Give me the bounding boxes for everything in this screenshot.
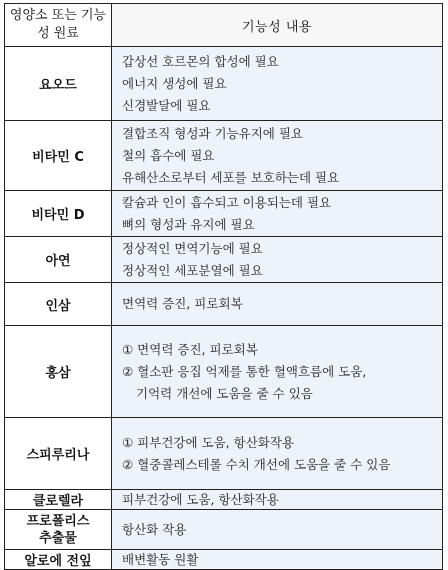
header-ingredient-line2: 기능성 원료	[37, 8, 107, 41]
row-name-propolis-line1: 프로폴리스	[26, 513, 90, 529]
row-name-spirulina: 스피루리나	[5, 418, 112, 490]
row-name-vitamin-c: 비타민 C	[5, 121, 112, 191]
table-row	[5, 490, 443, 510]
table-row	[5, 237, 443, 283]
row-name-propolis-line2: 추출물	[39, 530, 77, 546]
row-desc-vitamin-c	[112, 121, 443, 191]
header-ingredient	[5, 4, 112, 47]
row-name-iodine: 요오드	[5, 47, 112, 121]
desc-line: 배변활동 원활	[122, 551, 199, 567]
desc-line: 정상적인 세포분열에 필요	[122, 262, 263, 278]
row-name-red-ginseng: 홍삼	[5, 326, 112, 418]
desc-line: 칼슘과 인이 흡수되고 이용되는데 필요	[122, 194, 332, 210]
desc-line: 면역력 증진, 피로회복	[122, 296, 243, 311]
nutrient-function-table-container	[4, 3, 442, 569]
row-desc-red-ginseng	[112, 326, 443, 418]
table-row	[5, 191, 443, 237]
table-row	[5, 418, 443, 490]
table-row	[5, 47, 443, 121]
desc-line: ② 혈소판 응집 억제를 통한 혈액흐름에 도움,	[122, 363, 367, 379]
desc-line: 철의 흡수에 필요	[122, 147, 215, 163]
row-name-vitamin-d: 비타민 D	[5, 191, 112, 237]
desc-line: 에너지 생성에 필요	[122, 75, 227, 91]
row-name-chlorella: 클로렐라	[5, 490, 112, 510]
desc-line: 기억력 개선에 도움을 줄 수 있음	[136, 385, 313, 401]
row-desc-vitamin-d	[112, 191, 443, 237]
desc-line: 결합조직 형성과 기능유지에 필요	[122, 125, 303, 141]
header-function: 기능성 내용	[112, 4, 443, 47]
header-ingredient-line1: 영양소 또는	[9, 8, 77, 23]
row-desc-aloe	[112, 550, 443, 570]
desc-line: 뼈의 형성과 유지에 필요	[122, 216, 255, 232]
nutrient-function-table	[4, 3, 443, 570]
desc-line: 정상적인 면역기능에 필요	[122, 240, 263, 256]
row-desc-spirulina	[112, 418, 443, 490]
row-name-zinc: 아연	[5, 237, 112, 283]
row-desc-zinc	[112, 237, 443, 283]
desc-line: 갑상선 호르몬의 합성에 필요	[122, 53, 279, 69]
row-desc-iodine	[112, 47, 443, 121]
desc-line: 피부건강에 도움, 항산화작용	[122, 491, 279, 507]
desc-line: ① 피부건강에 도움, 항산화작용	[122, 434, 295, 450]
table-row	[5, 550, 443, 570]
table-header-row	[5, 4, 443, 47]
desc-line: 항산화 작용	[122, 521, 187, 537]
desc-line: 신경발달에 필요	[122, 97, 211, 113]
row-desc-chlorella	[112, 490, 443, 510]
table-row	[5, 121, 443, 191]
table-row	[5, 326, 443, 418]
row-desc-propolis	[112, 510, 443, 550]
desc-line: ① 면역력 증진, 피로회복	[122, 341, 258, 357]
table-row	[5, 510, 443, 550]
desc-line: ② 혈중콜레스테롤 수치 개선에 도움을 줄 수 있음	[122, 456, 391, 472]
table-row	[5, 283, 443, 326]
desc-line: 유해산소로부터 세포를 보호하는데 필요	[122, 169, 340, 185]
row-name-propolis	[5, 510, 112, 550]
row-desc-ginseng	[112, 283, 443, 326]
row-name-ginseng: 인삼	[5, 283, 112, 326]
row-name-aloe: 알로에 전잎	[5, 550, 112, 570]
